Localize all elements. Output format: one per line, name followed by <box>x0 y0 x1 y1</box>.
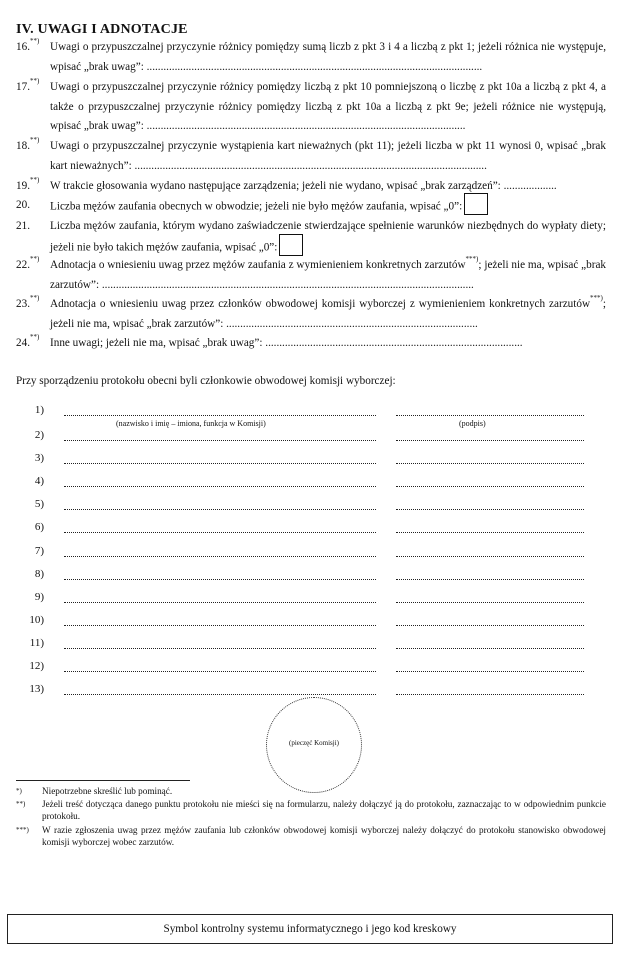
signature-row <box>16 494 616 516</box>
name-field[interactable] <box>64 671 376 672</box>
footnote <box>16 824 606 848</box>
name-field[interactable] <box>64 648 376 649</box>
item-19 <box>16 177 606 197</box>
name-field[interactable] <box>64 579 376 580</box>
signature-field[interactable] <box>396 579 584 580</box>
item-number: 19.**) <box>16 176 40 192</box>
name-field[interactable] <box>64 415 376 416</box>
row-number: 10) <box>29 614 44 626</box>
item-20 <box>16 196 606 218</box>
item-number: 16.**) <box>16 37 40 53</box>
item-text: Adnotacja o wniesieniu uwag przez członków obwodowej komisji wyborczej z wymienieniem konkretnych zarzutów***); jeżeli nie ma, wpisać „brak zarzutów”: .......................................................................................... <box>50 294 606 330</box>
item-number: 24.**) <box>16 333 40 349</box>
name-field[interactable] <box>64 486 376 487</box>
signature-field[interactable] <box>396 625 584 626</box>
row-number: 13) <box>29 683 44 695</box>
item-23 <box>16 295 606 334</box>
item-16 <box>16 38 606 77</box>
item-text: Uwagi o przypuszczalnej przyczynie różnicy pomiędzy sumą liczb z pkt 3 i 4 a liczbą z pkt 1; jeżeli różnica nie występuje, wpisać „brak uwag”: ........................................................................................................................ <box>50 41 606 73</box>
item-22 <box>16 256 606 295</box>
row-number: 12) <box>29 660 44 672</box>
item-17 <box>16 78 606 137</box>
name-field[interactable] <box>64 532 376 533</box>
signature-field[interactable] <box>396 415 584 416</box>
footnote-text: Jeżeli treść dotycząca danego punktu protokołu nie mieści się na formularzu, należy dołączyć ją do protokołu, zaznaczając to w odpowiednim punkcie protokołu. <box>42 799 606 821</box>
item-text: Adnotacja o wniesieniu uwag przez mężów zaufania z wymienieniem konkretnych zarzutów***); jeżeli nie ma, wpisać „brak zarzutów”: ..................................................................................................................................... <box>50 255 607 291</box>
item-number: 22.**) <box>16 255 40 271</box>
signature-row <box>16 471 616 493</box>
footnote-mark: *) <box>16 787 22 795</box>
row-number: 8) <box>34 568 44 580</box>
footnote <box>16 798 606 822</box>
footnote <box>16 785 606 797</box>
barcode-label: Symbol kontrolny systemu informatycznego i jego kod kreskowy <box>163 923 457 935</box>
name-field[interactable] <box>64 625 376 626</box>
item-text: W trakcie głosowania wydano następujące zarządzenia; jeżeli nie wydano, wpisać „brak zarządzeń”: ................... <box>50 180 557 192</box>
signature-row <box>16 425 616 447</box>
stamp-label: (pieczęć Komisji) <box>289 739 339 747</box>
signature-caption: (podpis) <box>459 419 486 428</box>
signature-field[interactable] <box>396 556 584 557</box>
signature-field[interactable] <box>396 486 584 487</box>
row-number: 11) <box>29 637 44 649</box>
row-number: 2) <box>34 429 44 441</box>
signature-field[interactable] <box>396 694 584 695</box>
signature-field[interactable] <box>396 532 584 533</box>
signature-row <box>16 610 616 632</box>
signature-row <box>16 656 616 678</box>
row-number: 6) <box>34 521 44 533</box>
count-box[interactable] <box>279 234 303 256</box>
item-18 <box>16 137 606 176</box>
item-number: 23.**) <box>16 294 40 310</box>
signature-field[interactable] <box>396 602 584 603</box>
signature-row <box>16 448 616 470</box>
name-field[interactable] <box>64 694 376 695</box>
signature-field[interactable] <box>396 463 584 464</box>
name-field[interactable] <box>64 463 376 464</box>
signature-row <box>16 564 616 586</box>
signature-row <box>16 517 616 539</box>
signature-field[interactable] <box>396 671 584 672</box>
name-field[interactable] <box>64 440 376 441</box>
signature-row <box>16 587 616 609</box>
name-field[interactable] <box>64 509 376 510</box>
item-number: 21. <box>16 220 30 232</box>
signature-field[interactable] <box>396 648 584 649</box>
row-number: 7) <box>34 545 44 557</box>
row-number: 9) <box>34 591 44 603</box>
name-field[interactable] <box>64 556 376 557</box>
count-box[interactable] <box>464 193 488 215</box>
signature-row <box>16 541 616 563</box>
item-number: 20. <box>16 199 30 211</box>
name-caption: (nazwisko i imię – imiona, funkcja w Komisji) <box>116 419 266 428</box>
item-text: Liczba mężów zaufania, którym wydano zaświadczenie stwierdzające spełnienie warunków niezbędnych do wypłaty diety; jeżeli nie było takich mężów zaufania, wpisać „0”: <box>50 220 606 254</box>
row-number: 1) <box>34 404 44 416</box>
item-text: Liczba mężów zaufania obecnych w obwodzie; jeżeli nie było mężów zaufania, wpisać „0”: <box>50 200 463 213</box>
footnote-divider <box>16 780 190 781</box>
item-text: Uwagi o przypuszczalnej przyczynie różnicy pomiędzy liczbą z pkt 10 pomniejszoną o liczbę z pkt 10a a liczbą z pkt 4, a także o przypuszczalnej przyczynie różnicy pomiędzy liczbą z pkt 10a a liczbą z pkt 9e; jeżeli różnice nie występują, wpisać „brak uwag”: .................................................................................................................. <box>50 81 606 132</box>
barcode-box <box>7 914 613 944</box>
item-text: Uwagi o przypuszczalnej przyczynie wystąpienia kart nieważnych (pkt 11); jeżeli liczba w pkt 11 wynosi 0, wpisać „brak kart nieważnych”: .............................................................................................................................. <box>50 140 606 172</box>
footnote-text: W razie zgłoszenia uwag przez mężów zaufania lub członków obwodowej komisji wyborczej należy dołączyć do protokołu stanowisko obwodowej komisji wyborczej wobec zarzutów. <box>42 825 606 847</box>
row-number: 5) <box>34 498 44 510</box>
signature-row <box>16 633 616 655</box>
members-intro: Przy sporządzeniu protokołu obecni byli członkowie obwodowej komisji wyborczej: <box>16 375 396 387</box>
section-heading: IV. UWAGI I ADNOTACJE <box>16 22 188 37</box>
signature-field[interactable] <box>396 440 584 441</box>
row-number: 4) <box>34 475 44 487</box>
footnote-mark: ***) <box>16 826 29 834</box>
footnote-text: Niepotrzebne skreślić lub pominąć. <box>42 786 173 796</box>
name-field[interactable] <box>64 602 376 603</box>
row-number: 3) <box>34 452 44 464</box>
item-text: Inne uwagi; jeżeli nie ma, wpisać „brak uwag”: ............................................................................................ <box>50 337 523 349</box>
item-21 <box>16 217 606 259</box>
signature-field[interactable] <box>396 509 584 510</box>
signature-row <box>16 400 616 422</box>
footnote-mark: **) <box>16 800 26 808</box>
item-24 <box>16 334 606 354</box>
commission-stamp-area <box>266 697 362 793</box>
item-number: 17.**) <box>16 77 40 93</box>
item-number: 18.**) <box>16 136 40 152</box>
